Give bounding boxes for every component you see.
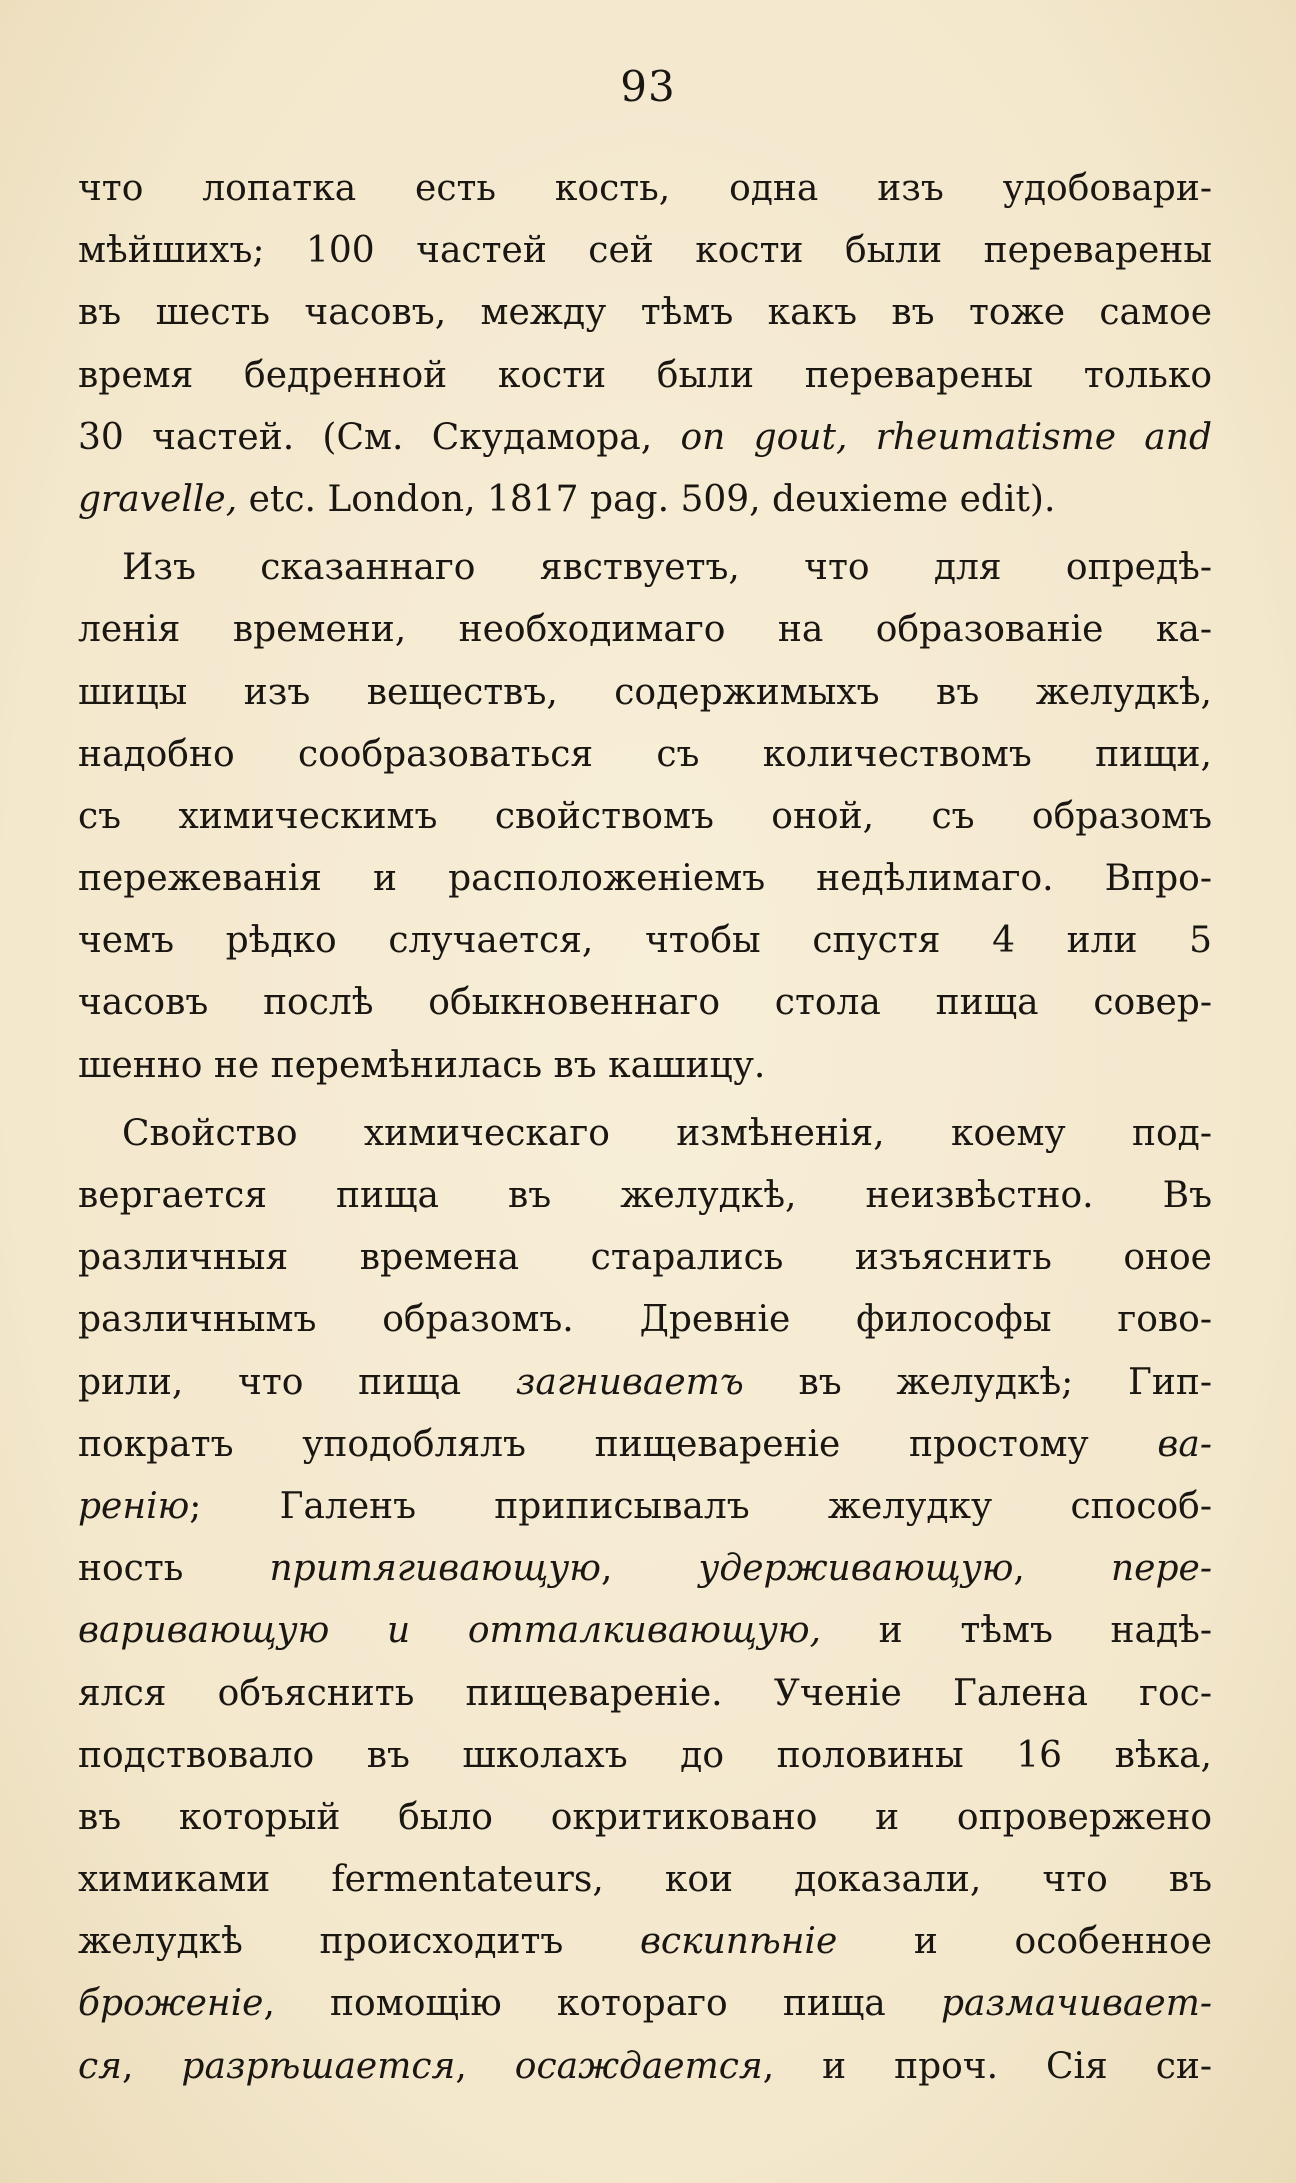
text-segment: время бедренной кости были переварены только (78, 354, 1212, 396)
text-segment: ность (78, 1548, 270, 1590)
text-segment: часовъ послѣ обыкновеннаго стола пища совер- (78, 982, 1212, 1024)
text-segment: и особенное (837, 1921, 1212, 1963)
text-line (78, 407, 1212, 469)
text-segment: и тѣмъ надѣ- (821, 1610, 1212, 1652)
italic-text: броженіе (78, 1983, 264, 2025)
text-segment: шицы изъ веществъ, содержимыхъ въ желудкѣ, (78, 671, 1212, 713)
text-segment: подствовало въ школахъ до половины 16 вѣка, (78, 1734, 1212, 1776)
text-line (78, 1663, 1212, 1725)
text-segment: чемъ рѣдко случается, чтобы спустя 4 или 5 (78, 920, 1212, 962)
text-segment: ленія времени, необходимаго на образованіе ка- (78, 609, 1212, 651)
text-line (78, 1787, 1212, 1849)
text-line (78, 537, 1212, 599)
text-line (78, 1600, 1212, 1662)
text-segment: , и проч. Сія си- (762, 2045, 1213, 2087)
text-line (78, 2036, 1212, 2098)
italic-text: ва- (1157, 1423, 1212, 1465)
text-segment: съ химическимъ свойствомъ оной, съ образомъ (78, 795, 1212, 837)
text-line (78, 1103, 1212, 1165)
body-text (78, 158, 1212, 2098)
text-line (78, 848, 1212, 910)
text-line (78, 910, 1212, 972)
text-segment: , (455, 2045, 515, 2087)
text-line (78, 786, 1212, 848)
text-line (78, 1725, 1212, 1787)
text-segment: различныя времена старались изъяснить оное (78, 1237, 1212, 1279)
text-line (78, 662, 1212, 724)
text-segment: химиками fermentateurs, кои доказали, что въ (78, 1859, 1212, 1901)
text-segment: что лопатка есть кость, одна изъ удобовари- (78, 168, 1212, 209)
text-segment: , (1013, 1548, 1111, 1590)
italic-text: притягивающую (269, 1548, 601, 1590)
text-segment: etc. London, 1817 pag. 509, deuxieme edit). (237, 478, 1056, 520)
text-segment: Изъ сказаннаго явствуетъ, что для опредѣ- (122, 547, 1212, 589)
text-line (78, 1227, 1212, 1289)
text-line (78, 1538, 1212, 1600)
text-line (78, 1476, 1212, 1538)
text-segment: , (122, 2045, 182, 2087)
text-segment: шенно не перемѣнилась въ кашицу. (78, 1044, 766, 1086)
text-segment: вергается пища въ желудкѣ, неизвѣстно. Въ (78, 1175, 1212, 1216)
text-segment: пократъ уподоблялъ пищевареніе простому (78, 1423, 1158, 1465)
text-line (78, 469, 1212, 531)
text-line (78, 345, 1212, 407)
text-line (78, 972, 1212, 1034)
text-segment: , помощію котораго пища (263, 1983, 941, 2025)
italic-text: on gout, rheumatisme and (680, 416, 1213, 458)
text-segment: желудкѣ происходитъ (78, 1921, 640, 1963)
text-line (78, 1911, 1212, 1973)
text-segment: 30 частей. (См. Скудамора, (78, 416, 681, 458)
text-line (78, 1035, 1212, 1097)
text-segment: въ шесть часовъ, между тѣмъ какъ въ тоже самое (78, 292, 1212, 334)
italic-text: варивающую и отталкивающую, (78, 1610, 822, 1652)
text-line (78, 1352, 1212, 1414)
text-line (78, 1165, 1212, 1227)
text-segment: ; Галенъ приписывалъ желудку способ- (189, 1485, 1212, 1527)
text-line (78, 220, 1212, 282)
text-segment: различнымъ образомъ. Древніе философы гово- (78, 1299, 1212, 1341)
text-segment: Свойство химическаго измѣненія, коему под- (122, 1112, 1212, 1154)
italic-text: ренію (78, 1485, 190, 1527)
text-line (78, 282, 1212, 344)
text-line (78, 1973, 1212, 2035)
text-line (78, 158, 1212, 220)
text-segment: мѣйшихъ; 100 частей сей кости были переварены (78, 230, 1212, 272)
text-segment: надобно сообразоваться съ количествомъ пищи, (78, 733, 1212, 775)
text-segment: рили, что пища (78, 1361, 516, 1403)
italic-text: разрѣшается (181, 2045, 456, 2087)
text-line (78, 1414, 1212, 1476)
page-number: 93 (620, 62, 676, 111)
italic-text: загниваетъ (515, 1361, 744, 1403)
italic-text: удерживающую (698, 1548, 1014, 1590)
text-line (78, 724, 1212, 786)
text-line (78, 1289, 1212, 1351)
text-segment: , (600, 1548, 699, 1590)
italic-text: gravelle, (78, 478, 238, 520)
italic-text: вскипѣніе (639, 1921, 838, 1963)
text-segment: ялся объяснить пищевареніе. Ученіе Галена гос- (78, 1672, 1212, 1714)
italic-text: пере- (1110, 1548, 1212, 1590)
italic-text: размачивает- (940, 1983, 1212, 2025)
text-line (78, 1849, 1212, 1911)
text-segment: пережеванія и расположеніемъ недѣлимаго. Впро- (78, 858, 1212, 900)
text-line (78, 599, 1212, 661)
italic-text: осаждается (514, 2045, 763, 2087)
text-segment: въ который было окритиковано и опровержено (78, 1796, 1212, 1838)
text-segment: въ желудкѣ; Гип- (743, 1361, 1212, 1403)
italic-text: ся (78, 2045, 122, 2087)
